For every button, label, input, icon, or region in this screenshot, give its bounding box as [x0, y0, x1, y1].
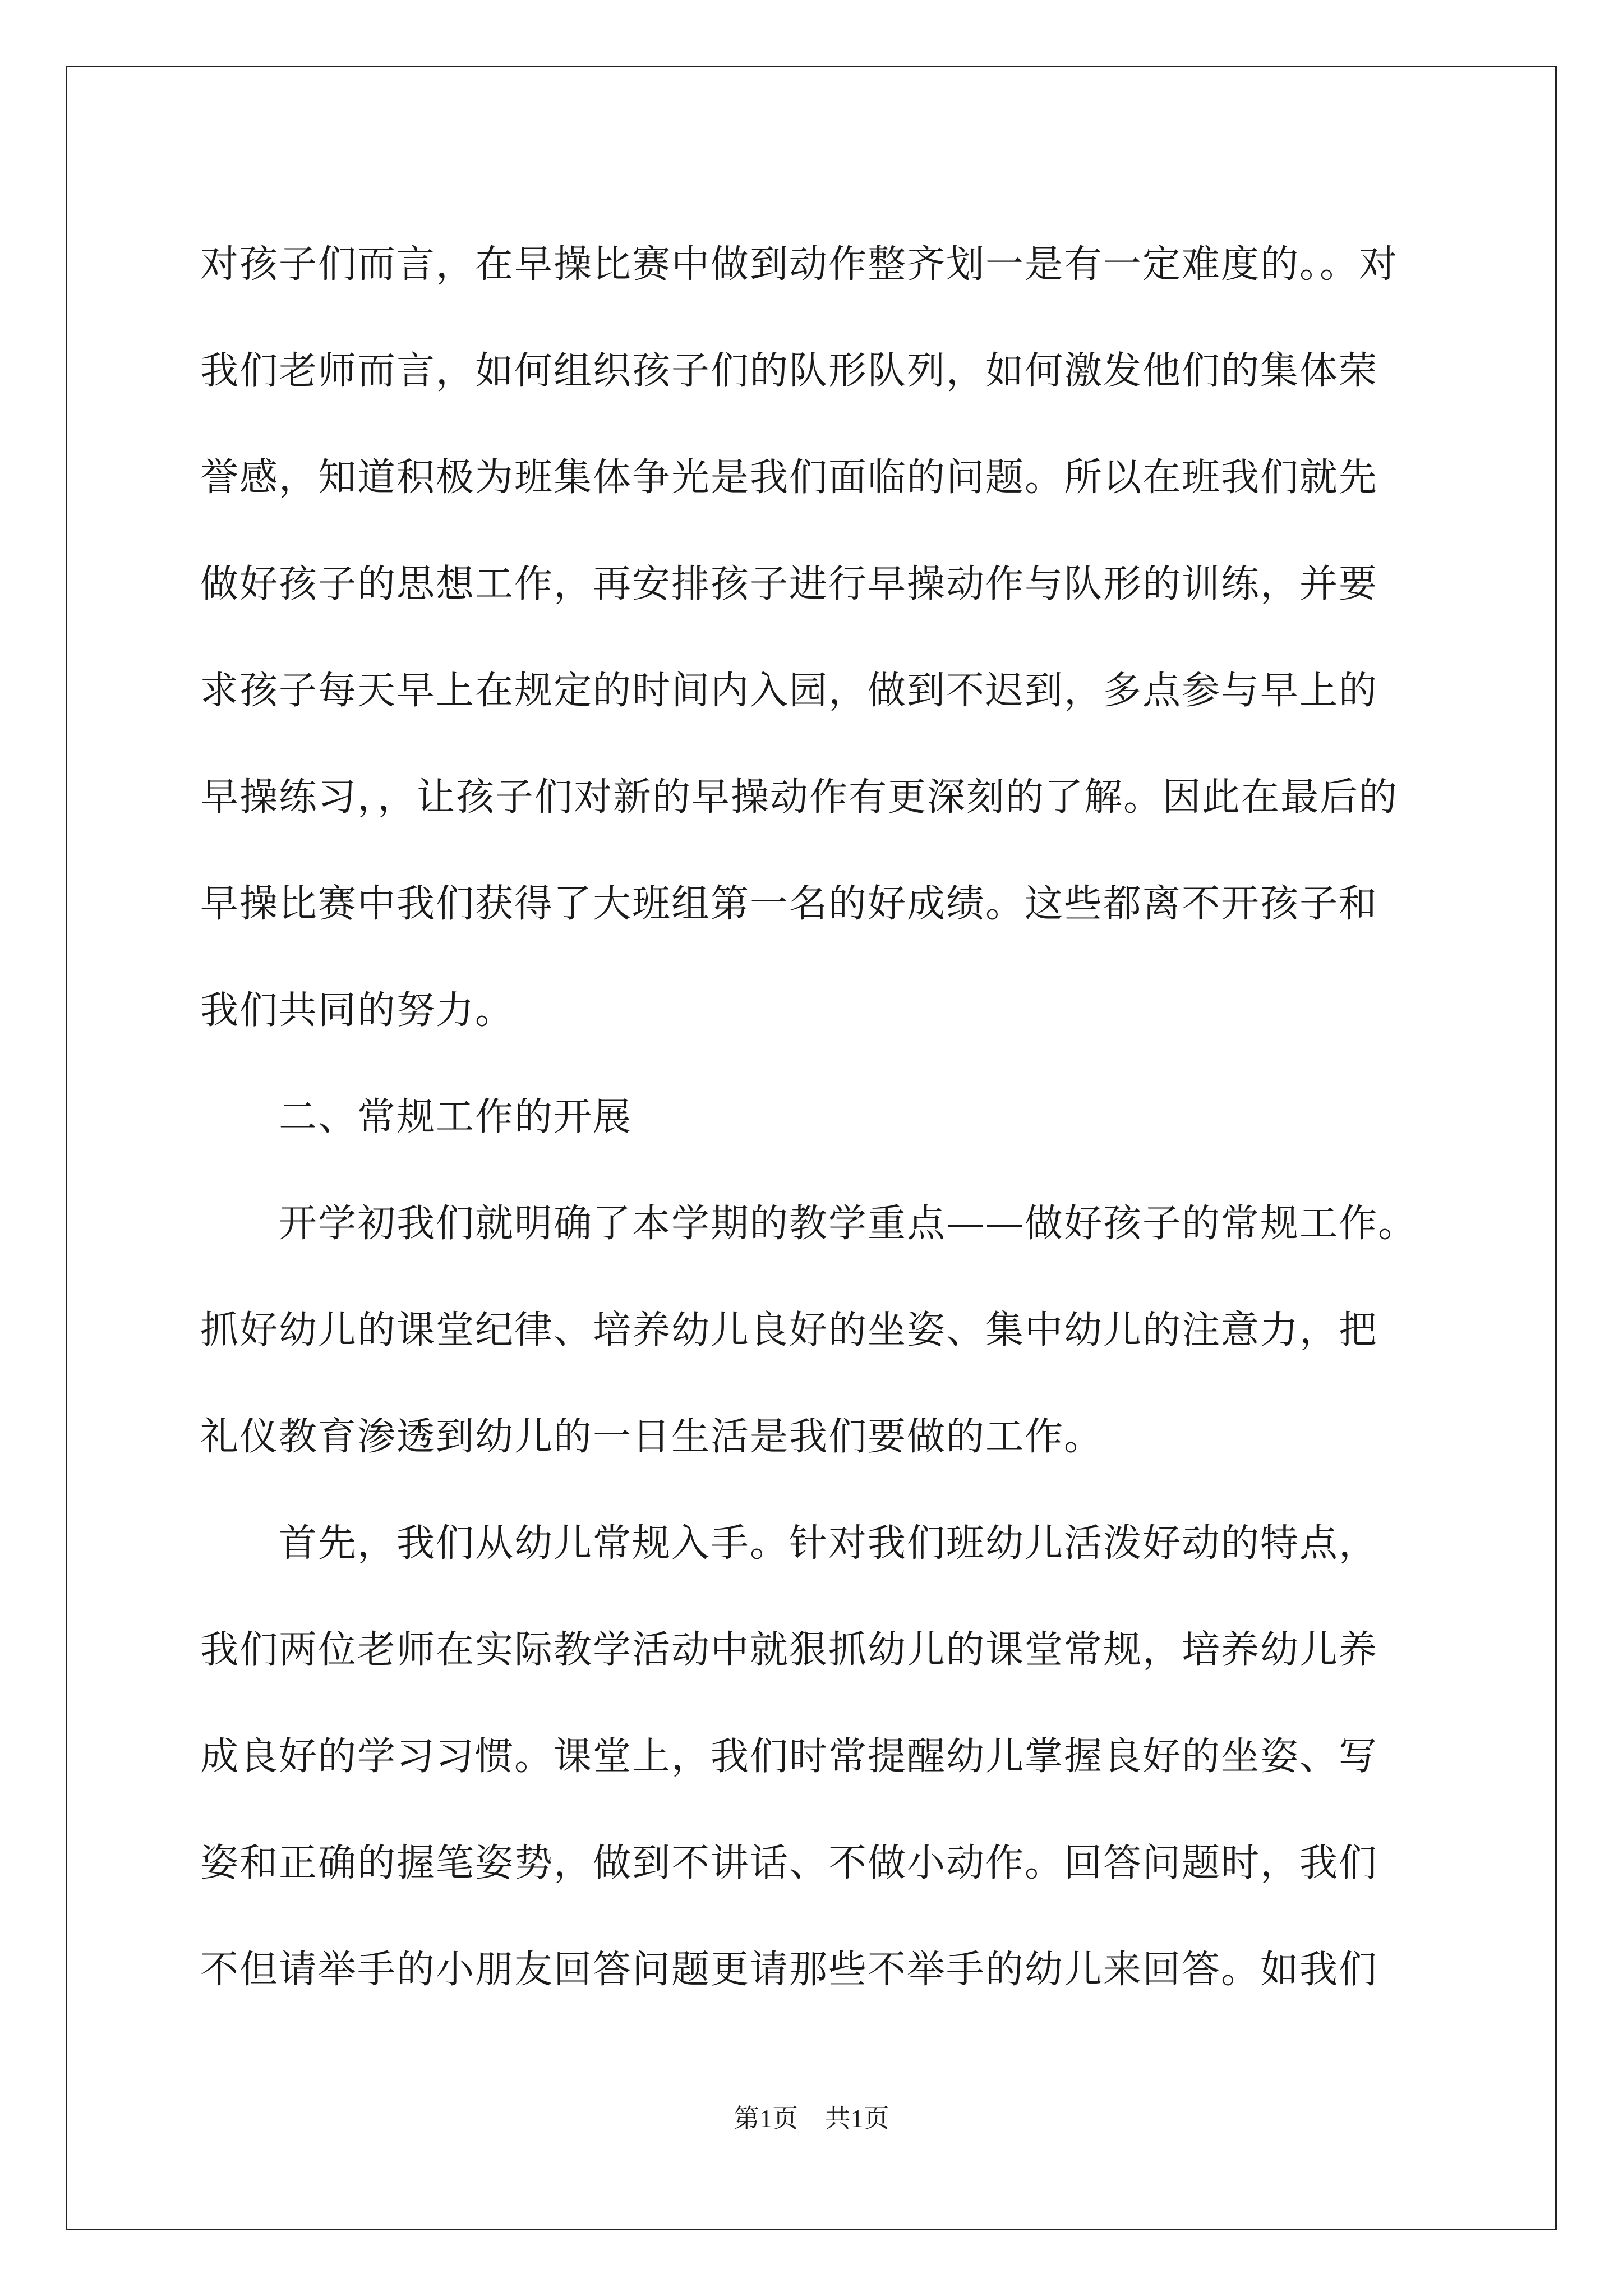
text-line: 誉感，知道积极为班集体争光是我们面临的问题。所以在班我们就先	[200, 455, 1378, 500]
text-line: 礼仪教育渗透到幼儿的一日生活是我们要做的工作。	[200, 1415, 1104, 1459]
text-line: 做好孩子的思想工作，再安排孩子进行早操动作与队形的训练，并要	[200, 562, 1378, 606]
text-line: 我们共同的努力。	[200, 988, 515, 1033]
page-total: 共1页	[824, 2104, 889, 2133]
text-line: 二、常规工作的开展	[279, 1095, 633, 1139]
text-line: 不但请举手的小朋友回答问题更请那些不举手的幼儿来回答。如我们	[200, 1948, 1378, 1992]
text-line: 抓好幼儿的课堂纪律、培养幼儿良好的坐姿、集中幼儿的注意力，把	[200, 1308, 1378, 1352]
text-line: 早操比赛中我们获得了大班组第一名的好成绩。这些都离不开孩子和	[200, 882, 1378, 926]
page-number: 第1页	[734, 2104, 799, 2133]
text-line: 首先，我们从幼儿常规入手。针对我们班幼儿活泼好动的特点，	[279, 1521, 1378, 1566]
text-line: 求孩子每天早上在规定的时间内入园，做到不迟到，多点参与早上的	[200, 669, 1378, 713]
text-line: 我们两位老师在实际教学活动中就狠抓幼儿的课堂常规，培养幼儿养	[200, 1628, 1378, 1672]
text-line: 对孩子们而言，在早操比赛中做到动作整齐划一是有一定难度的。。对	[200, 242, 1399, 287]
text-line: 早操练习，，让孩子们对新的早操动作有更深刻的了解。因此在最后的	[200, 775, 1399, 820]
page-footer	[0, 2098, 1623, 2135]
text-line: 我们老师而言，如何组织孩子们的队形队列，如何激发他们的集体荣	[200, 349, 1378, 393]
text-line: 开学初我们就明确了本学期的教学重点——做好孩子的常规工作。	[279, 1202, 1418, 1246]
document-body	[200, 211, 1428, 2023]
text-line: 姿和正确的握笔姿势，做到不讲话、不做小动作。回答问题时，我们	[200, 1841, 1378, 1885]
text-line: 成良好的学习习惯。课堂上，我们时常提醒幼儿掌握良好的坐姿、写	[200, 1734, 1378, 1779]
